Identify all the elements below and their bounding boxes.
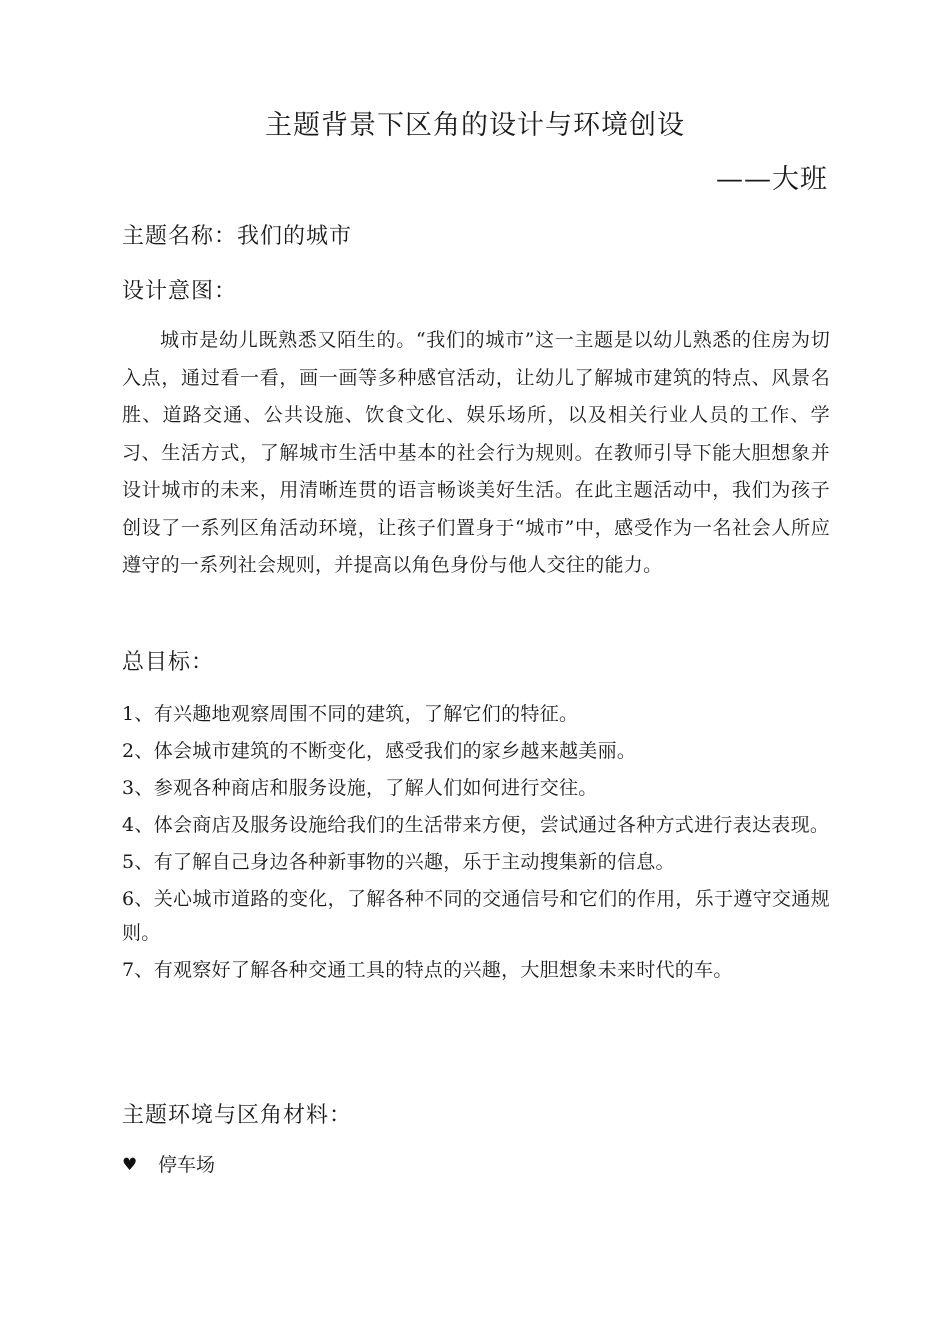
goals-list: [122, 697, 830, 990]
goal-item-4: 4、体会商店及服务设施给我们的生活带来方便，尝试通过各种方式进行表达表现。: [122, 814, 830, 836]
materials-item-label: 停车场: [158, 1154, 216, 1176]
document-title: 主题背景下区角的设计与环境创设: [265, 110, 685, 141]
goals-heading: 总目标：: [122, 650, 215, 675]
theme-name-heading: 主题名称：我们的城市: [122, 224, 353, 249]
goal-item-5: 5、有了解自己身边各种新事物的兴趣，乐于主动搜集新的信息。: [122, 851, 675, 873]
document-subtitle: ——大班: [716, 164, 828, 195]
goal-item-3: 3、参观各种商店和服务设施，了解人们如何进行交往。: [122, 777, 598, 799]
goal-item-2: 2、体会城市建筑的不断变化，感受我们的家乡越来越美丽。: [122, 740, 637, 762]
materials-list-item: [122, 1150, 215, 1180]
heart-icon: ♥: [122, 1155, 138, 1175]
goal-item-1: 1、有兴趣地观察周围不同的建筑，了解它们的特征。: [122, 703, 579, 725]
design-intent-heading: 设计意图：: [122, 279, 238, 304]
design-intent-paragraph: 城市是幼儿既熟悉又陌生的。“我们的城市”这一主题是以幼儿熟悉的住房为切入点，通过看一看，画一画等多种感官活动，让幼儿了解城市建筑的特点、风景名胜、道路交通、公共设施、饮食文化、娱乐场所，以及相关行业人员的工作、学习、生活方式，了解城市生活中基本的社会行为规则。在教师引导下能大胆想象并设计城市的未来，用清晰连贯的语言畅谈美好生活。在此主题活动中，我们为孩子创设了一系列区角活动环境，让孩子们置身于“城市”中，感受作为一名社会人所应遵守的一系列社会规则，并提高以角色身份与他人交往的能力。: [122, 329, 830, 576]
materials-heading: 主题环境与区角材料：: [122, 1103, 353, 1128]
goal-item-6: 6、关心城市道路的变化，了解各种不同的交通信号和它们的作用，乐于遵守交通规则。: [122, 888, 830, 944]
goal-item-7: 7、有观察好了解各种交通工具的特点的兴趣，大胆想象未来时代的车。: [122, 959, 733, 981]
